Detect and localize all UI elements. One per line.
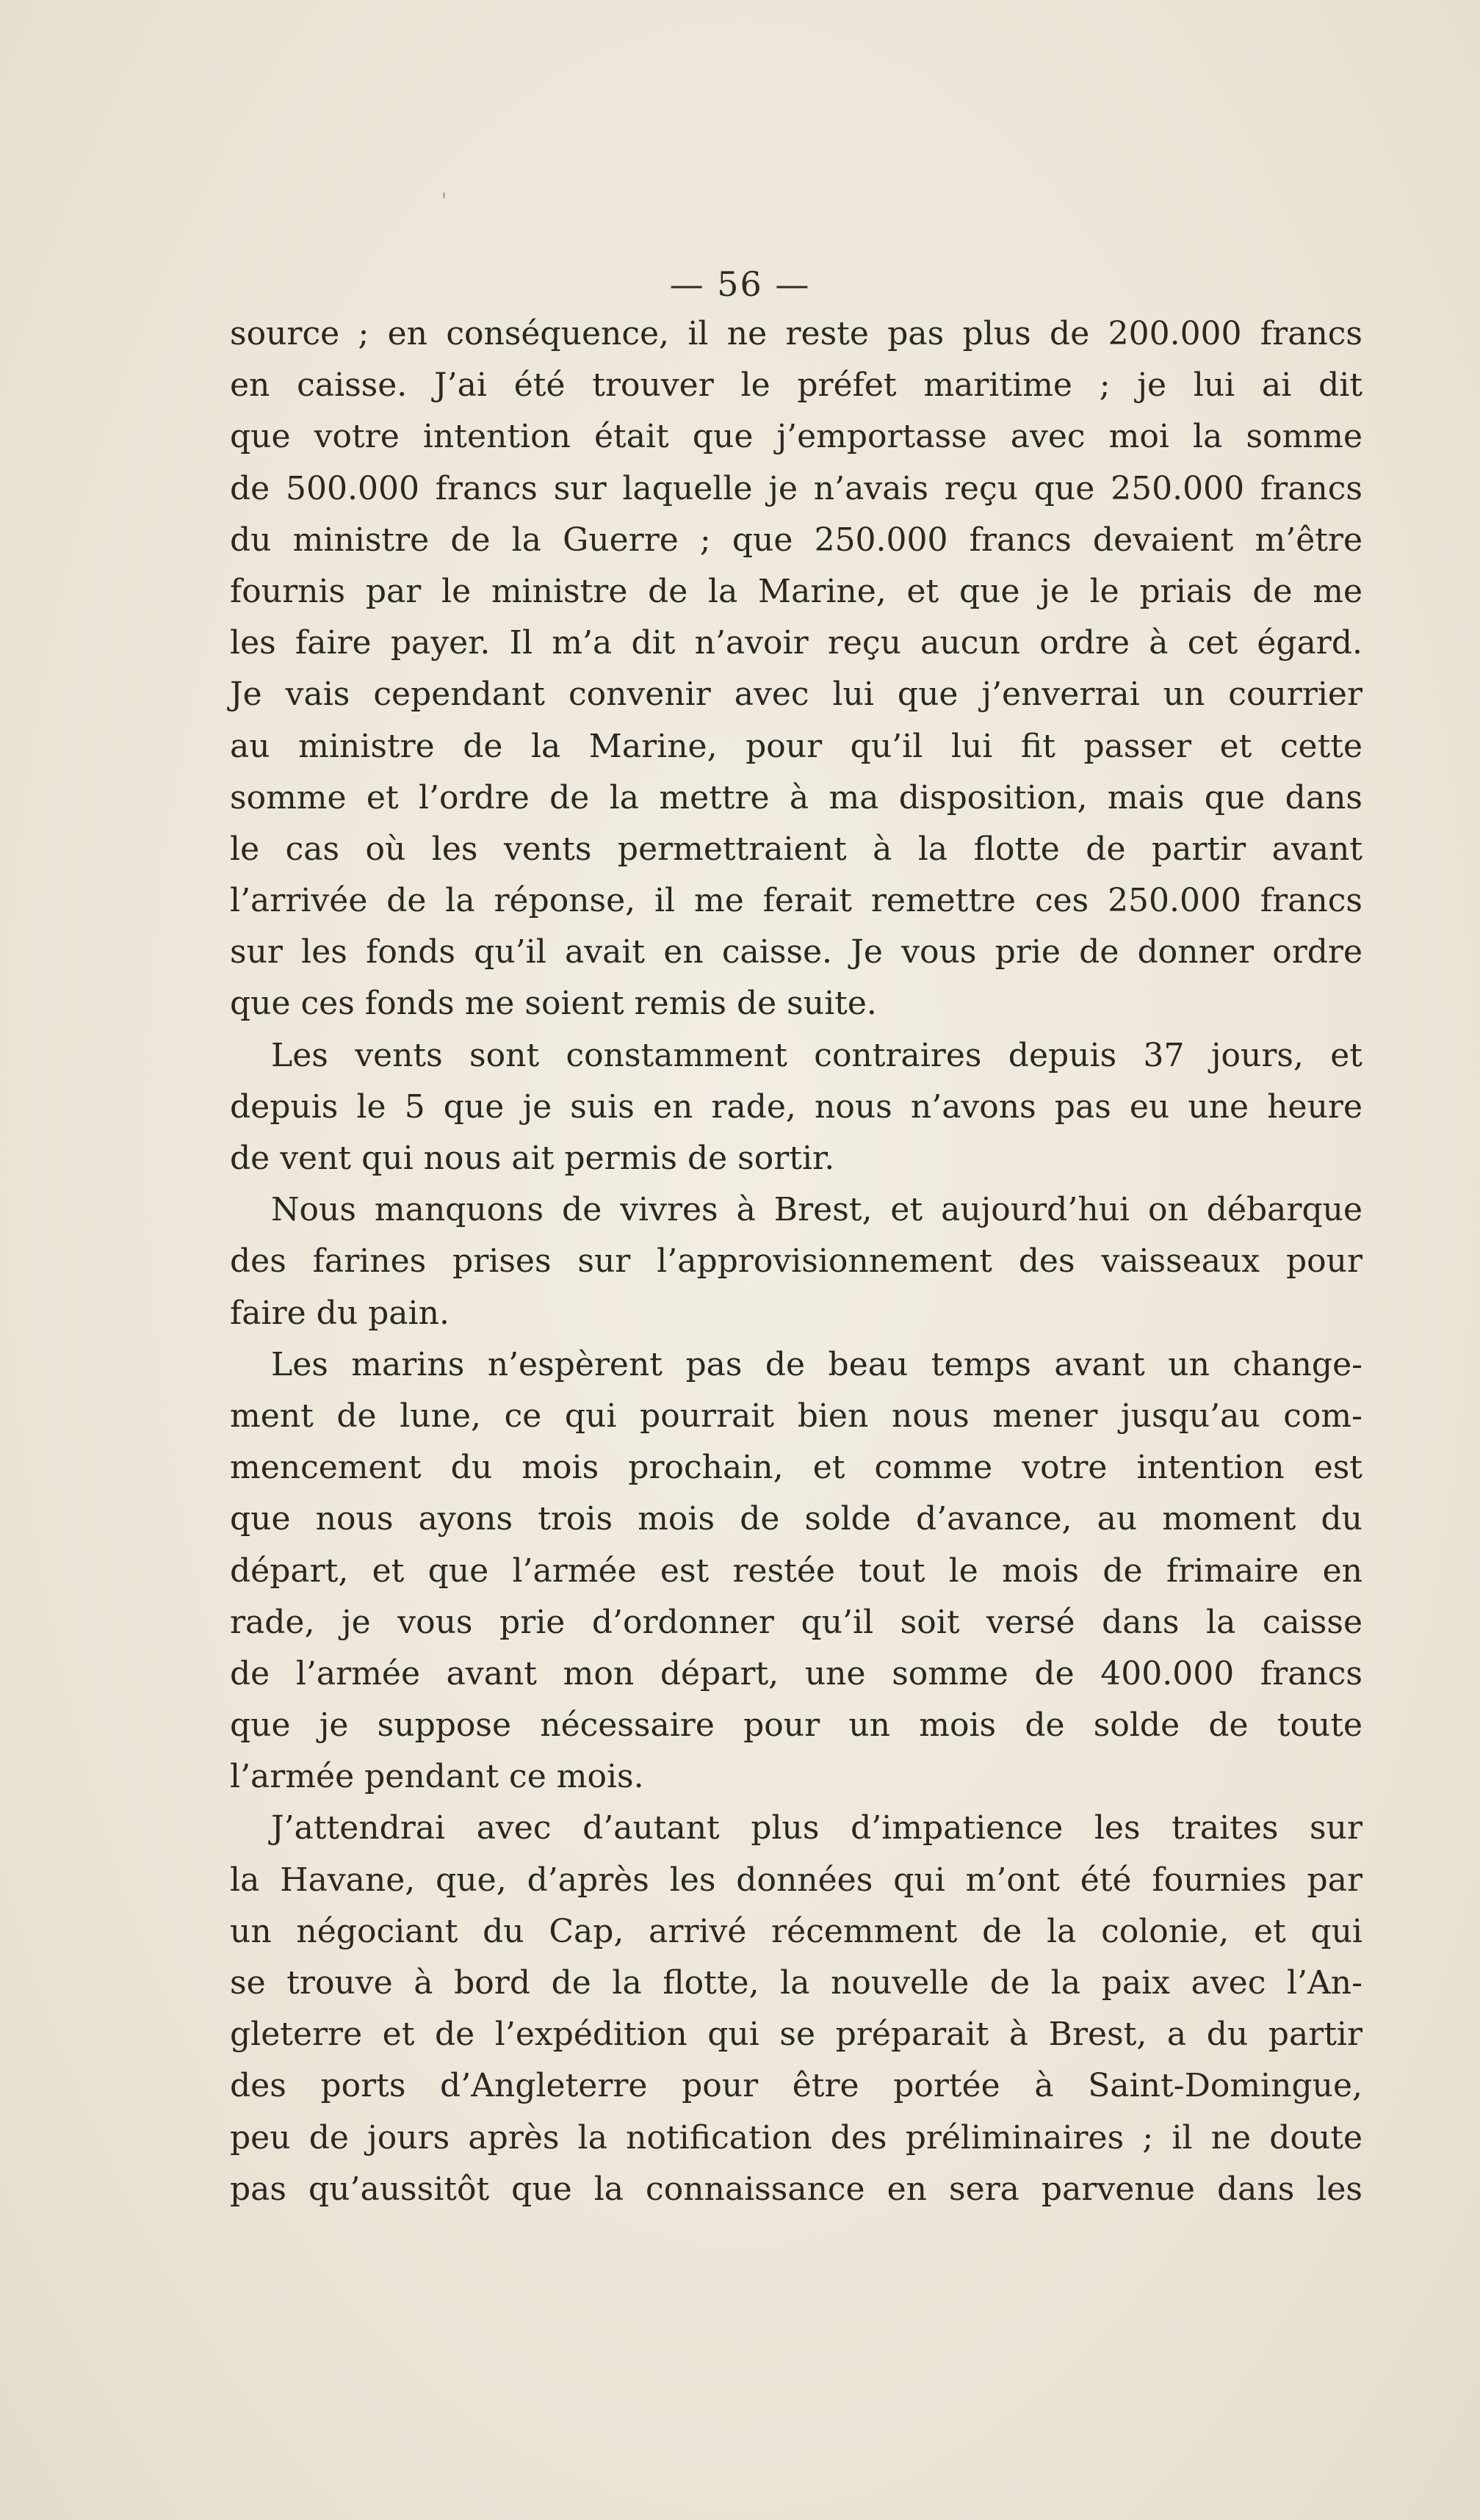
text-line: des ports d’Angleterre pour être portée à Saint-Domingue,	[230, 2067, 1362, 2105]
text-line: rade, je vous prie d’ordonner qu’il soit versé dans la caisse	[230, 1603, 1362, 1641]
text-line: somme et l’ordre de la mettre à ma disposition, mais que dans	[230, 778, 1362, 817]
text-line: la Havane, que, d’après les données qui m’ont été fournies par	[230, 1861, 1362, 1899]
paragraph-1	[230, 308, 1362, 1030]
text-line: Les marins n’espèrent pas de beau temps avant un change-	[271, 1345, 1362, 1383]
text-line: des farines prises sur l’approvisionnement des vaisseaux pour	[230, 1242, 1362, 1281]
text-line: un négociant du Cap, arrivé récemment de la colonie, et qui	[230, 1912, 1362, 1950]
text-line: l’arrivée de la réponse, il me ferait remettre ces 250.000 francs	[230, 882, 1362, 920]
paragraph-4	[230, 1339, 1362, 1803]
text-line: peu de jours après la notification des préliminaires ; il ne doute	[230, 2118, 1362, 2157]
text-line: que je suppose nécessaire pour un mois de solde de toute	[230, 1706, 1362, 1745]
text-line: le cas où les vents permettraient à la flotte de partir avant	[230, 830, 1362, 868]
text-line: les faire payer. Il m’a dit n’avoir reçu aucun ordre à cet égard.	[230, 624, 1362, 662]
text-line: fournis par le ministre de la Marine, et que je le priais de me	[230, 572, 1362, 610]
text-line: de vent qui nous ait permis de sortir.	[230, 1140, 835, 1177]
text-line: sur les fonds qu’il avait en caisse. Je vous prie de donner ordre	[230, 933, 1362, 971]
text-line: que ces fonds me soient remis de suite.	[230, 985, 877, 1023]
text-line: Les vents sont constamment contraires depuis 37 jours, et	[271, 1036, 1362, 1074]
text-line: départ, et que l’armée est restée tout le mois de frimaire en	[230, 1552, 1362, 1590]
text-line: l’armée pendant ce mois.	[230, 1758, 644, 1796]
text-line: faire du pain.	[230, 1294, 450, 1332]
text-line: de l’armée avant mon départ, une somme de 400.000 francs	[230, 1654, 1362, 1692]
text-line: en caisse. J’ai été trouver le préfet maritime ; je lui ai dit	[230, 366, 1362, 405]
paper-speck	[443, 192, 445, 198]
page-number: — 56 —	[669, 264, 811, 304]
text-line: que nous ayons trois mois de solde d’avance, au moment du	[230, 1500, 1362, 1538]
text-line: pas qu’aussitôt que la connaissance en sera parvenue dans les	[230, 2170, 1362, 2208]
text-line: Je vais cependant convenir avec lui que j’enverrai un courrier	[230, 676, 1362, 714]
paragraph-3	[230, 1184, 1362, 1339]
text-line: se trouve à bord de la flotte, la nouvelle de la paix avec l’An-	[230, 1964, 1362, 2002]
text-line: source ; en conséquence, il ne reste pas plus de 200.000 francs	[230, 315, 1362, 352]
text-line: que votre intention était que j’emportasse avec moi la somme	[230, 418, 1362, 456]
text-line: mencement du mois prochain, et comme votre intention est	[230, 1449, 1362, 1487]
text-line: J’attendrai avec d’autant plus d’impatience les traites sur	[271, 1809, 1362, 1847]
body-text	[230, 308, 1362, 2215]
paragraph-5	[230, 1803, 1362, 2215]
text-line: du ministre de la Guerre ; que 250.000 francs devaient m’être	[230, 521, 1362, 559]
text-line: au ministre de la Marine, pour qu’il lui fit passer et cette	[230, 727, 1362, 765]
paragraph-2	[230, 1030, 1362, 1185]
text-line: de 500.000 francs sur laquelle je n’avais reçu que 250.000 francs	[230, 469, 1362, 507]
text-line: Nous manquons de vivres à Brest, et aujourd’hui on débarque	[271, 1191, 1362, 1229]
text-line: gleterre et de l’expédition qui se préparait à Brest, a du partir	[230, 2016, 1362, 2054]
text-line: depuis le 5 que je suis en rade, nous n’avons pas eu une heure	[230, 1087, 1362, 1126]
text-line: ment de lune, ce qui pourrait bien nous mener jusqu’au com-	[230, 1397, 1362, 1435]
